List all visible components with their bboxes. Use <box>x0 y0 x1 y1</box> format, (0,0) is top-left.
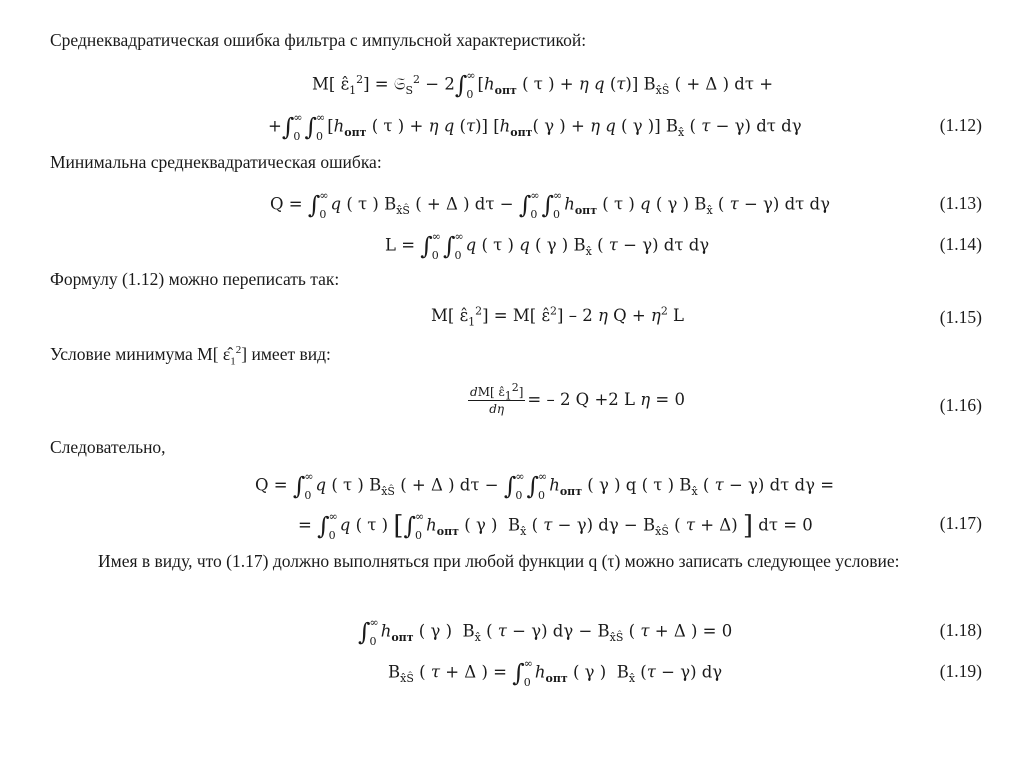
equation-number: (1.13) <box>939 193 982 213</box>
equation-1-18: ∫ ∞ 0 $h_{опт}$ ( γ ) $B_{x̂}$ ( τ − γ) $d\gamma - B_{x̂Ŝ}$ ( τ + Δ ) = 0 <box>358 616 733 648</box>
equation-number: (1.15) <box>939 307 982 327</box>
equation-number: (1.16) <box>939 395 982 415</box>
equation-number: (1.12) <box>939 115 982 135</box>
equation-1-12-line1: M[ $\varepsilon̂_1^2$] = 𝔖$_S^2$ − 2∫ ∞ 0 [$h_{опт}$ ( τ ) + η q (τ)] $B_{x̂Ŝ}$ ( + Δ ) dτ + <box>312 69 774 101</box>
heading-rewrite: Формулу (1.12) можно переписать так: <box>50 269 340 289</box>
body-paragraph: Имея в виду, что (1.17) должно выполняться при любой функции q (τ) можно записать следующее условие: <box>98 551 900 571</box>
equation-number: (1.14) <box>939 234 982 254</box>
equation-number: (1.17) <box>939 513 982 533</box>
equation-1-16: $\frac{dM[ \varepsilon̂_1^2]}{d\eta}$ = – 2 Q +2 L η = 0 <box>470 381 685 416</box>
equation-1-12-line2: +∫ ∞ 0 ∫ ∞ 0 [$h_{опт}$ ( τ ) + η q (τ)] [$h_{опт}$( γ ) + η q ( γ )] $B_{x̂}$ ( τ − γ) dτ dγ <box>268 111 802 143</box>
heading-minimum-condition: Условие минимума M[ $\varepsilon̂_1^2$] имеет вид: <box>50 344 331 368</box>
equation-1-17-line2: = ∫ ∞ 0 q ( τ ) [∫ ∞ 0 $h_{опт}$ ( γ ) $B_{x̂}$ ( τ − γ) $d\gamma - B_{x̂Ŝ}$ ( τ + Δ) ] dτ = 0 <box>298 510 813 542</box>
equation-1-14: L = ∫ ∞ 0 ∫ ∞ 0 q ( τ ) q ( γ ) $B_{x̂}$ ( τ − γ) dτ dγ <box>385 230 710 262</box>
heading-mean-square-error: Среднеквадратическая ошибка фильтра с импульсной характеристикой: <box>50 30 587 50</box>
equation-number: (1.18) <box>939 620 982 640</box>
equation-1-15: M[ $\varepsilon̂_1^2] = M$[ ε̂$^2$] – 2 η $Q + \eta^2$ L <box>431 304 685 329</box>
heading-minimal-error: Минимальна среднеквадратическая ошибка: <box>50 152 382 172</box>
heading-therefore: Следовательно, <box>50 437 166 457</box>
equation-1-19: $B_{x̂Ŝ}$ ( τ + Δ ) = ∫ ∞ 0 $h_{опт}$ ( γ ) $B_{x̂}$ (τ − γ) dγ <box>388 657 723 689</box>
equation-1-17-line1: Q = ∫ ∞ 0 q ( τ ) $B_{x̂Ŝ}$ ( + Δ ) dτ − ∫ ∞ 0 ∫ ∞ 0 $h_{опт}$ ( γ ) q ( τ ) $B_{x̂}$ ( τ − γ) dτ dγ = <box>255 470 835 502</box>
equation-number: (1.19) <box>939 661 982 681</box>
equation-1-13: Q = ∫ ∞ 0 q ( τ ) $B_{x̂Ŝ}$ ( + Δ ) dτ − ∫ ∞ 0 ∫ ∞ 0 $h_{опт}$ ( τ ) q ( γ ) $B_{x̂}$ ( τ − γ) dτ dγ <box>270 189 830 221</box>
